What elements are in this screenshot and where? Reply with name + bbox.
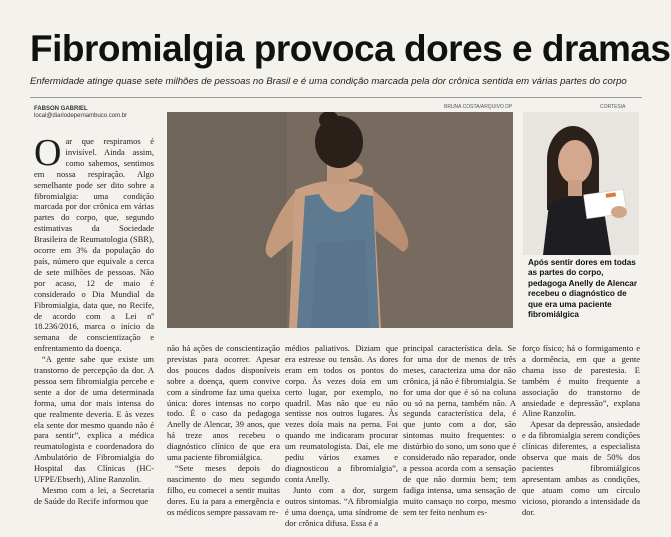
article-column-2 xyxy=(167,343,280,533)
paragraph: forço físico; há o formigamento e a dormência, em que a gente chama isso de parestesia. E também é muito frequente a associação do transtorno de ansiedade e depressão”, explana Aline Ranzolin. xyxy=(522,343,640,419)
photo-credit-main: BRUNA COSTA/ARQUIVO DP xyxy=(444,104,513,110)
byline xyxy=(34,106,127,120)
woman-back-photo xyxy=(167,112,513,328)
woman-portrait-photo xyxy=(523,112,639,255)
paragraph: “A gente sabe que existe um transtorno de percepção da dor. A pessoa sem fibromialgia percebe e sente a dor de uma determinada forma, uma dor mais intensa do que realmente deveria. E às vezes ela sente dor mesmo quando não é para sentir”, explica a médica reumatologista e coordenadora do Ambulatório de Fibromialgia do Hospital das Clínicas (HC-UFPE/Ebserh), Aline Ranzolin. xyxy=(34,354,154,485)
paragraph: Mesmo com a lei, a Secretaria de Saúde do Recife informou que xyxy=(34,485,154,506)
paragraph: médios paliativos. Diziam que era estresse ou tensão. As dores eram em todos os pontos do corpo. Às vezes doía em um certo lugar, por exemplo, no quadril. Mas não que eu não sentisse nos outros lugares. Às vezes doía mais na perna. Foi quando me indicaram procurar um reumatologista. Daí, ele me pediu vários exames e diagnosticou a fibromialgia”, conta Anelly. xyxy=(285,343,398,484)
header-divider xyxy=(30,97,642,98)
photo-caption: Após sentir dores em todas as partes do corpo, pedagoga Anelly de Alencar recebeu o diagnóstico de que era uma paciente fibromiálgica xyxy=(528,258,638,320)
author-email[interactable]: local@diariodepernambuco.com.br xyxy=(34,113,128,119)
photo-credit-side: CORTESIA xyxy=(600,104,626,110)
paragraph: “Sete meses depois do nascimento do meu segundo filho, eu comecei a sentir muitas dores. Eu ia para a emergência e os médicos sempre passavam re- xyxy=(167,462,280,517)
paragraph-text: ar que respiramos é invisível. Ainda assim, como sabemos, sentimos em nossa respiração. Algo semelhante pode ser dito sobre a fibromialgia: uma condição marcada por dor crônica em várias partes do corpo, que, segundo estimativas da Sociedade Brasileira de Reumatologia (SBR), ocorre em 3% da população do país, número que equivale a cerca de sete milhões de pessoas. Não por acaso, 12 de maio é considerado o Dia Mundial da Fibromialgia, data que, no Recife, de acordo com a Lei nº 18.236/2016, marca o início da semana de conscientização e enfrentamento da doença. xyxy=(34,136,154,354)
paragraph xyxy=(34,136,154,354)
article-column-4 xyxy=(403,343,516,533)
headline: Fibromialgia provoca dores e dramas xyxy=(30,28,671,69)
article-column-1 xyxy=(34,136,154,531)
paragraph: Apesar da depressão, ansiedade e da fibromialgia serem condições clínicas diferentes, a especialista observa que mais de 50% dos pacientes fibromiálgicos apresentam ambas as condições, que atuam como um círculo vicioso, piorando a intensidade da dor. xyxy=(522,419,640,517)
main-photo xyxy=(167,112,513,328)
article-column-5 xyxy=(522,343,640,533)
article-column-3 xyxy=(285,343,398,533)
paragraph: não há ações de conscientização previstas para ocorrer. Apesar dos poucos dados disponíveis sobre a doença, quem convive com a síndrome faz uma queixa única: dores intensas no corpo todo. É o caso da pedagoga Anelly de Alencar, 39 anos, que há treze anos recebeu o diagnóstico clínico de que era uma paciente fibromiálgica. xyxy=(167,343,280,463)
drop-cap: O xyxy=(34,136,62,174)
paragraph: principal característica dela. Se for uma dor de menos de três meses, caracteriza uma dor não crônica, já não é fibromialgia. Se for uma dor que é só na coluna ou só na perna, também não. A segunda característica dela, é que junto com a dor, são sintomas muito frequentes: o distúrbio do sono, um sono que é considerado não reparador, onde a pessoa acorda com a sensação de que não dormiu bem; tem fadiga intensa, uma sensação de muito cansaço no corpo, mesmo sem ter feito nenhum es- xyxy=(403,343,516,517)
subheadline: Enfermidade atinge quase sete milhões de pessoas no Brasil e é uma condição marcada pela dor crônica sentida em várias partes do corpo xyxy=(30,76,627,87)
side-photo xyxy=(523,112,639,255)
paragraph: Junto com a dor, surgem outros sintomas. “A fibromialgia é uma doença, uma síndrome de dor crônica difusa. Essa é a xyxy=(285,484,398,528)
author-name: FABSON GABRIEL xyxy=(34,106,88,112)
